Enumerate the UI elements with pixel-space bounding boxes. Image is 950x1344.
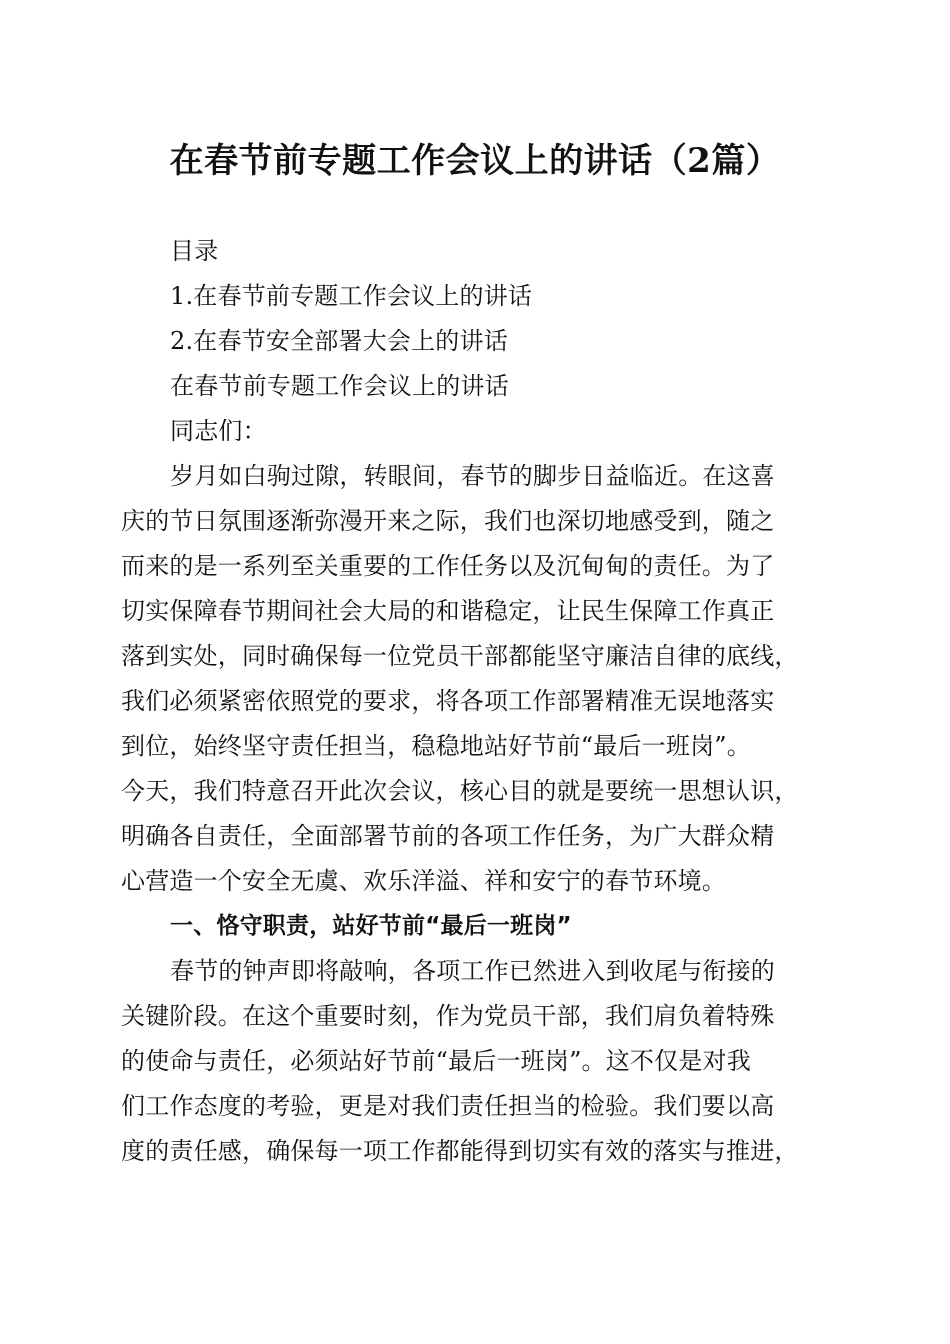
paragraph-line: 落到实处，同时确保每一位党员干部都能坚守廉洁自律的底线， xyxy=(121,642,799,670)
paragraph-line: 心营造一个安全无虞、欢乐洋溢、祥和安宁的春节环境。 xyxy=(121,867,726,895)
paragraph-line: 庆的节日氛围逐渐弥漫开来之际，我们也深切地感受到，随之 xyxy=(121,507,775,535)
salutation: 同志们： xyxy=(170,417,267,445)
document-title: 在春节前专题工作会议上的讲话（2篇） xyxy=(169,141,781,181)
paragraph-line: 明确各自责任，全面部署节前的各项工作任务，为广大群众精 xyxy=(121,822,775,850)
paragraph-line: 关键阶段。在这个重要时刻，作为党员干部，我们肩负着特殊 xyxy=(121,1002,775,1030)
toc-heading: 目录 xyxy=(170,237,219,265)
toc-item-1: 1.在春节前专题工作会议上的讲话 xyxy=(170,282,533,310)
section-heading: 一、恪守职责，站好节前“最后一班岗” xyxy=(170,913,572,939)
paragraph-line: 岁月如白驹过隙，转眼间，春节的脚步日益临近。在这喜 xyxy=(170,462,775,490)
paragraph-line: 而来的是一系列至关重要的工作任务以及沉甸甸的责任。为了 xyxy=(121,552,775,580)
toc-item-2: 2.在春节安全部署大会上的讲话 xyxy=(170,327,508,355)
paragraph-line: 度的责任感，确保每一项工作都能得到切实有效的落实与推进， xyxy=(121,1137,799,1165)
paragraph-line: 的使命与责任，必须站好节前“最后一班岗”。这不仅是对我 xyxy=(121,1047,751,1075)
paragraph-line: 们工作态度的考验，更是对我们责任担当的检验。我们要以高 xyxy=(121,1092,775,1120)
paragraph-line: 到位，始终坚守责任担当，稳稳地站好节前“最后一班岗”。 xyxy=(121,732,751,760)
speech-title: 在春节前专题工作会议上的讲话 xyxy=(170,372,509,400)
paragraph-line: 切实保障春节期间社会大局的和谐稳定，让民生保障工作真正 xyxy=(121,597,775,625)
paragraph-line: 我们必须紧密依照党的要求，将各项工作部署精准无误地落实 xyxy=(121,687,775,715)
paragraph-line: 春节的钟声即将敲响，各项工作已然进入到收尾与衔接的 xyxy=(170,957,775,985)
paragraph-line: 今天，我们特意召开此次会议，核心目的就是要统一思想认识， xyxy=(121,777,799,805)
